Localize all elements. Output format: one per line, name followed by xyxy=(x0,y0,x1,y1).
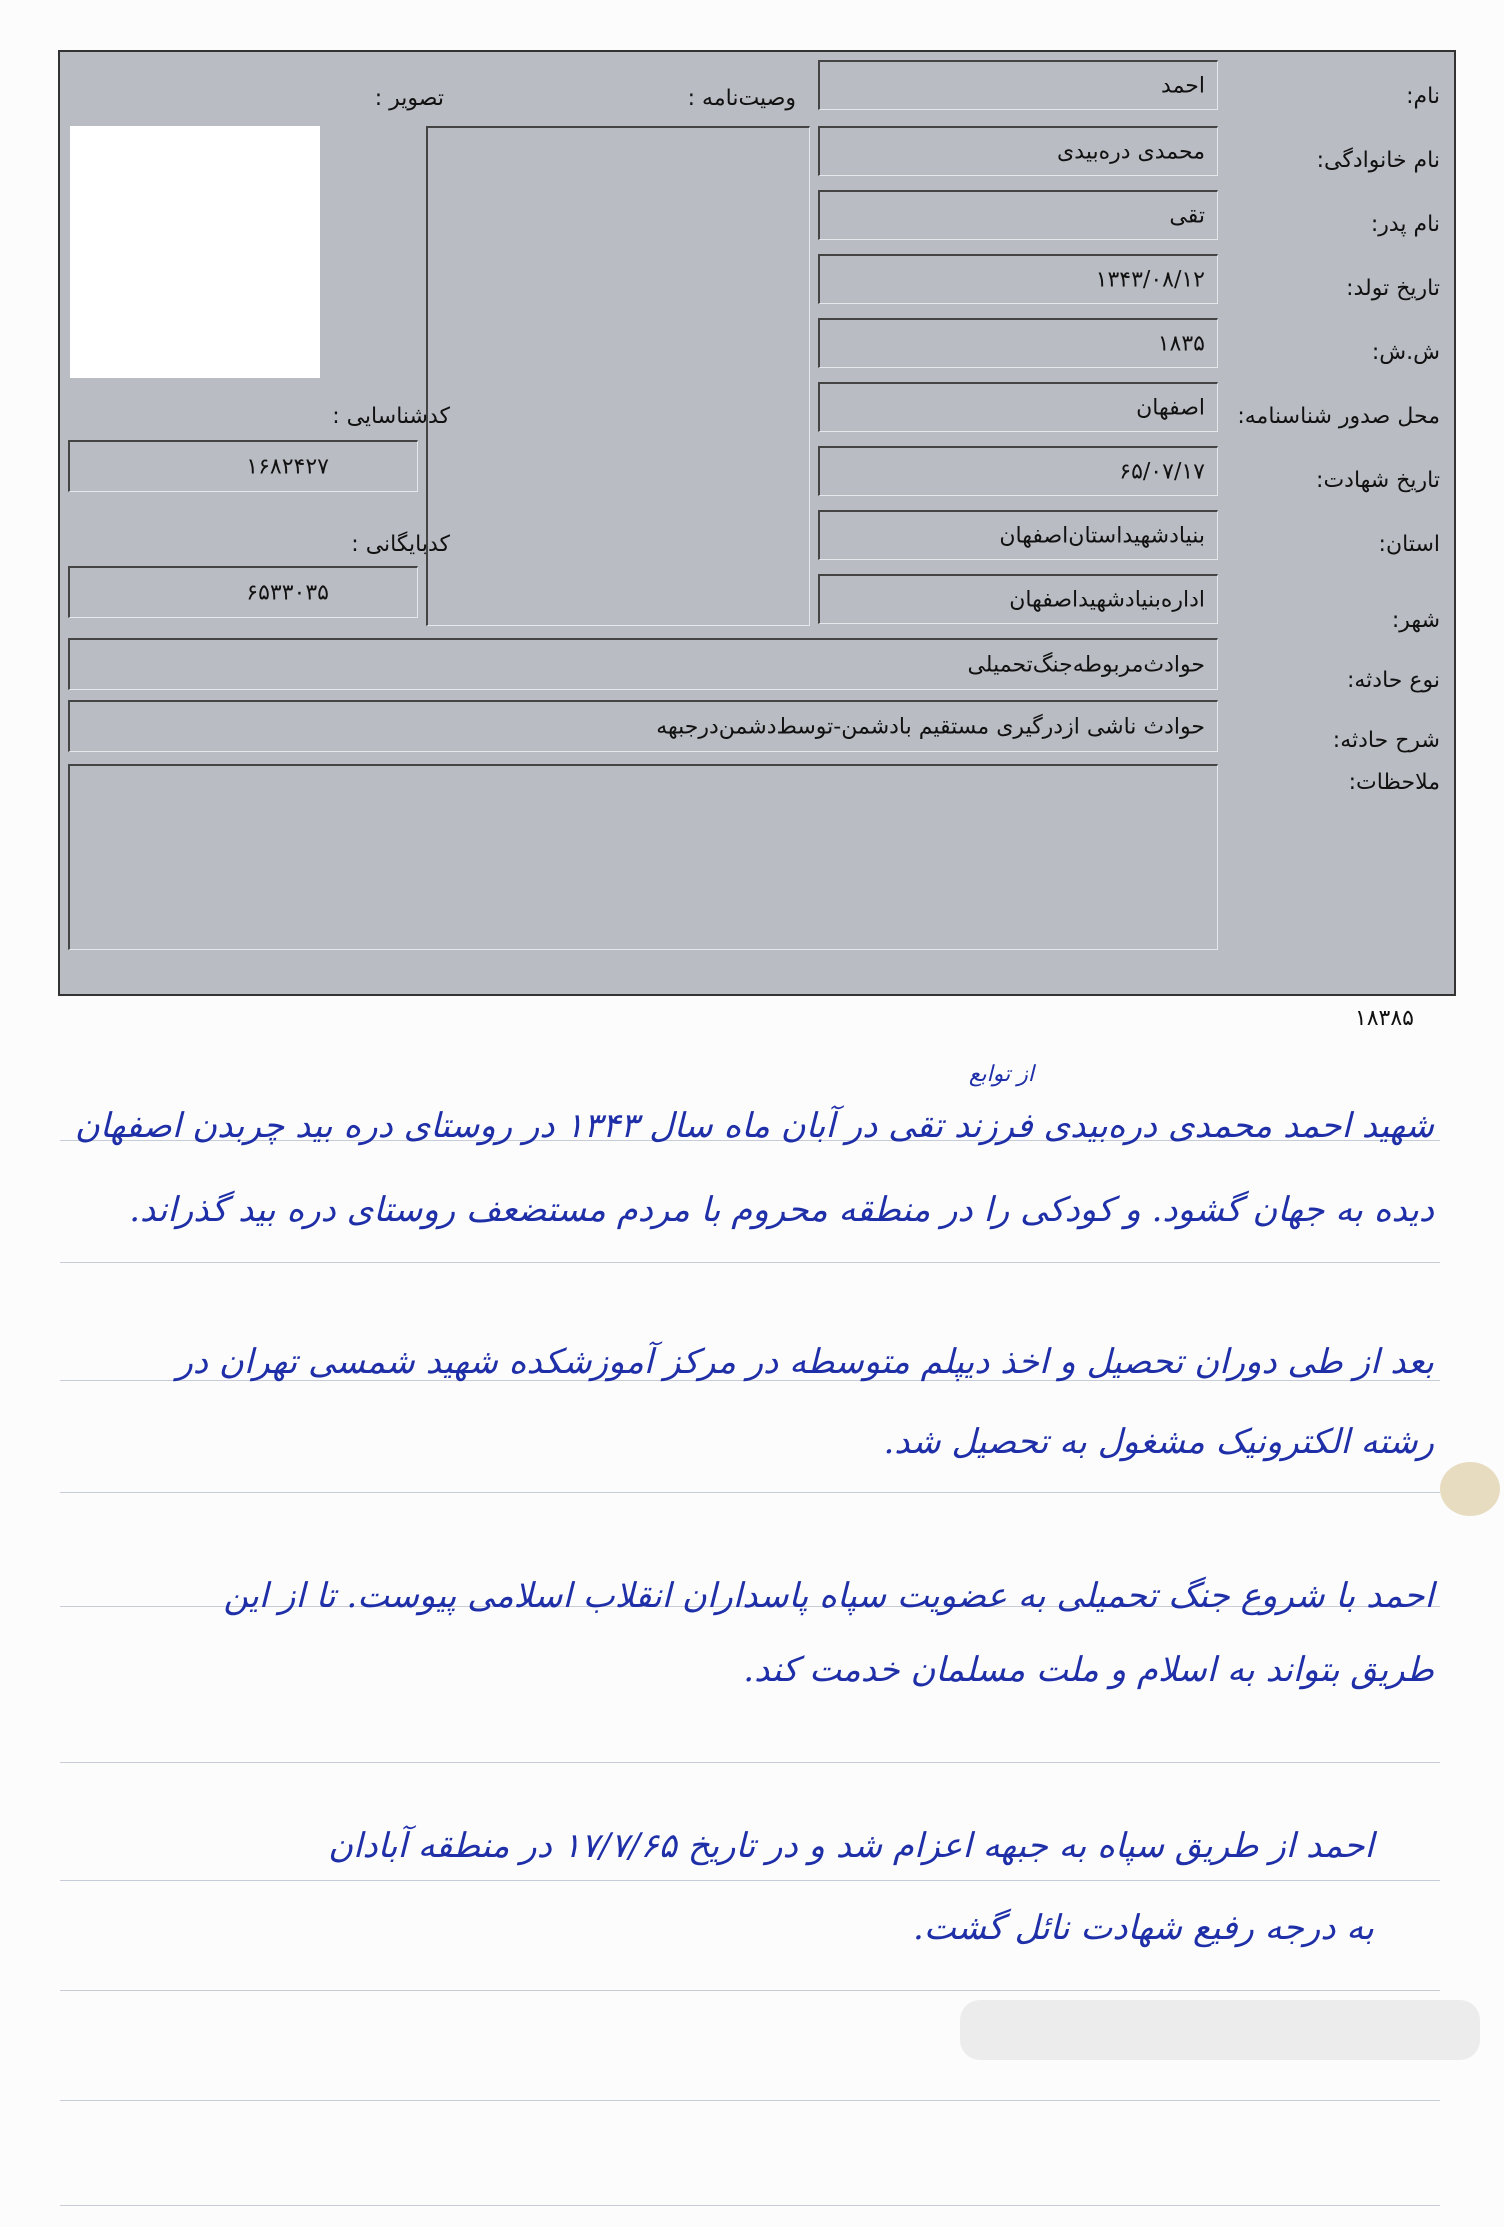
label-province: استان: xyxy=(1378,532,1440,557)
label-birth-date: تاریخ تولد: xyxy=(1346,276,1440,301)
value-incident-type: حوادث‌مربوطه‌جنگ‌تحمیلی xyxy=(967,652,1205,677)
value-national-code: ۱۶۸۲۴۲۷ xyxy=(246,454,329,479)
value-city: اداره‌بنیادشهیداصفهان xyxy=(1009,587,1205,612)
value-name: احمد xyxy=(1161,73,1205,98)
paper-stain xyxy=(960,2000,1480,2060)
value-family: محمدی دره‌بیدی xyxy=(1057,139,1205,164)
handwriting-line: دیده به جهان گشود. و کودکی را در منطقه محروم با مردم مستضعف روستای دره بید گذراند. xyxy=(129,1190,1434,1230)
martyr-info-form xyxy=(58,50,1456,996)
value-father: تقی xyxy=(1169,203,1205,228)
label-national-code: کدشناسایی : xyxy=(332,404,450,429)
label-incident-description: شرح حادثه: xyxy=(1332,728,1440,753)
field-will xyxy=(426,126,810,626)
label-city: شهر: xyxy=(1391,608,1440,633)
field-name xyxy=(818,60,1218,110)
value-issue-place: اصفهان xyxy=(1136,395,1205,420)
ruled-line xyxy=(60,1262,1440,1263)
label-will: وصیت‌نامه : xyxy=(687,86,796,111)
label-incident-type: نوع حادثه: xyxy=(1346,668,1440,693)
field-national-code xyxy=(68,440,418,492)
field-father xyxy=(818,190,1218,240)
label-photo: تصویر : xyxy=(374,86,444,111)
ruled-line xyxy=(60,1492,1440,1493)
handwriting-line: بعد از طی دوران تحصیل و اخذ دیپلم متوسطه در مرکز آموزشکده شهید شمسی تهران در xyxy=(176,1342,1434,1382)
handwriting-line: به درجه رفیع شهادت نائل گشت. xyxy=(913,1908,1374,1948)
handwriting-insert: از توابع xyxy=(968,1062,1034,1087)
field-issue-place xyxy=(818,382,1218,432)
field-incident-type xyxy=(68,638,1218,690)
label-issue-place: محل صدور شناسنامه: xyxy=(1237,404,1440,429)
field-notes xyxy=(68,764,1218,950)
paper-stain xyxy=(1440,1462,1500,1516)
field-province xyxy=(818,510,1218,560)
field-id-number xyxy=(818,318,1218,368)
label-name: نام: xyxy=(1406,84,1440,109)
handwriting-line: احمد از طریق سپاه به جبهه اعزام شد و در تاریخ ۱۷/۷/۶۵ در منطقه آبادان xyxy=(328,1826,1374,1866)
label-id-number: ش.ش: xyxy=(1371,340,1440,365)
ruled-line xyxy=(60,1762,1440,1763)
handwriting-line: شهید احمد محمدی دره‌بیدی فرزند تقی در آبان ماه سال ۱۳۴۳ در روستای دره بید چربدن اصفهان xyxy=(74,1106,1434,1146)
handwriting-line: احمد با شروع جنگ تحمیلی به عضویت سپاه پاسداران انقلاب اسلامی پیوست. تا از این xyxy=(223,1576,1434,1616)
photo-placeholder xyxy=(70,126,320,378)
value-province: بنیادشهیداستان‌اصفهان xyxy=(999,523,1205,548)
field-family xyxy=(818,126,1218,176)
label-martyrdom-date: تاریخ شهادت: xyxy=(1316,468,1440,493)
ruled-line xyxy=(60,2100,1440,2101)
ruled-line xyxy=(60,1880,1440,1881)
value-incident-description: حوادث ناشی ازدرگیری مستقیم بادشمن-توسط‌دشمن‌درجبهه xyxy=(656,714,1205,739)
handwriting-line: رشته الکترونیک مشغول به تحصیل شد. xyxy=(883,1422,1434,1462)
value-birth-date: ۱۳۴۳/۰۸/۱۲ xyxy=(1095,267,1205,292)
ruled-line xyxy=(60,1990,1440,1991)
field-martyrdom-date xyxy=(818,446,1218,496)
ruled-line xyxy=(60,2205,1440,2206)
label-archive-code: کدبایگانی : xyxy=(351,532,450,557)
document-number: ۱۸۳۸۵ xyxy=(1354,1006,1414,1031)
value-id-number: ۱۸۳۵ xyxy=(1157,331,1205,356)
value-archive-code: ۶۵۳۳۰۳۵ xyxy=(246,580,329,605)
label-father: نام پدر: xyxy=(1370,212,1440,237)
field-incident-description xyxy=(68,700,1218,752)
field-city xyxy=(818,574,1218,624)
field-archive-code xyxy=(68,566,418,618)
handwriting-line: طریق بتواند به اسلام و ملت مسلمان خدمت کند. xyxy=(743,1650,1434,1690)
value-martyrdom-date: ۶۵/۰۷/۱۷ xyxy=(1119,459,1205,484)
field-birth-date xyxy=(818,254,1218,304)
label-family: نام خانوادگی: xyxy=(1316,148,1440,173)
label-notes: ملاحظات: xyxy=(1348,770,1440,795)
